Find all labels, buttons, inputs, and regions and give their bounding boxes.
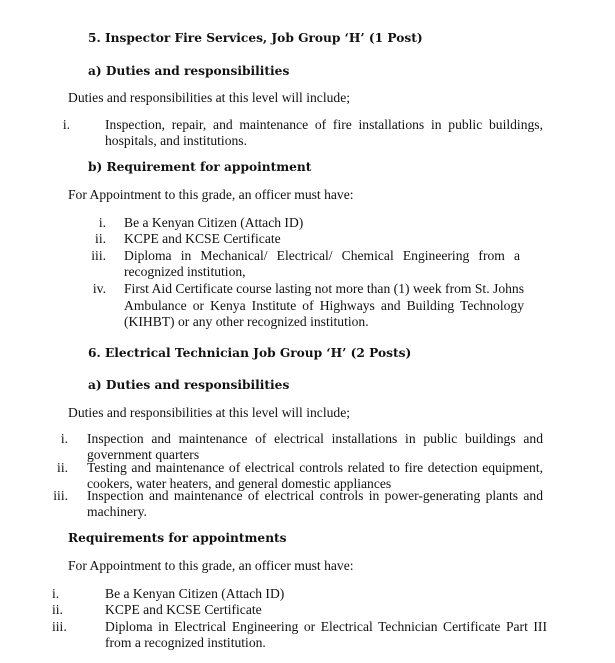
section-5-requirements-heading: b) Requirement for appointment <box>88 160 312 174</box>
section-5-requirement-marker: ii. <box>95 231 106 246</box>
section-6-title: 6. Electrical Technician Job Group ‘H’ (2 Posts) <box>88 346 412 360</box>
section-6-duty-item: Inspection and maintenance of electrical controls in power-generating plants and machinery. <box>87 488 543 519</box>
section-6-requirement-item: Be a Kenyan Citizen (Attach ID) <box>105 586 285 601</box>
section-5-duty-marker: i. <box>62 117 70 132</box>
section-6-requirement-marker: iii. <box>52 619 67 634</box>
section-5-requirement-marker: iv. <box>92 281 106 296</box>
section-6-duty-item: Inspection and maintenance of electrical installations in public buildings and government quarters <box>87 431 543 462</box>
section-5-requirement-marker: iii. <box>91 248 106 263</box>
section-6-duty-item: Testing and maintenance of electrical controls related to fire detection equipment, cookers, water heaters, and general domestic appliances <box>87 460 543 491</box>
section-5-requirements-intro: For Appointment to this grade, an officer must have: <box>68 187 354 202</box>
section-6-duties-heading: a) Duties and responsibilities <box>88 378 290 392</box>
section-5-requirement-item: First Aid Certificate course lasting not more than (1) week from St. Johns Ambulance or Kenya Institute of Highways and Building Technology (KIHBT) or any other recognized institution. <box>124 281 524 329</box>
section-6-requirement-item: Diploma in Electrical Engineering or Electrical Technician Certificate Part III from a recognized institution. <box>105 619 547 650</box>
section-6-requirement-item: KCPE and KCSE Certificate <box>105 602 262 617</box>
section-5-requirement-item: Diploma in Mechanical/ Electrical/ Chemical Engineering from a recognized institution, <box>124 248 520 279</box>
section-6-requirement-marker: ii. <box>52 602 63 617</box>
section-6-duty-marker: iii. <box>53 488 68 503</box>
section-5-title: 5. Inspector Fire Services, Job Group ‘H’ (1 Post) <box>88 31 423 45</box>
section-6-requirement-marker: i. <box>52 586 60 601</box>
section-6-duties-intro: Duties and responsibilities at this level will include; <box>68 405 351 420</box>
section-6-duty-marker: ii. <box>57 460 68 475</box>
section-6-requirements-heading: Requirements for appointments <box>68 531 287 545</box>
section-5-requirement-item: KCPE and KCSE Certificate <box>124 231 281 246</box>
section-5-duties-heading: a) Duties and responsibilities <box>88 64 290 78</box>
section-5-duties-intro: Duties and responsibilities at this level will include; <box>68 90 351 105</box>
section-5-duty-item: Inspection, repair, and maintenance of fire installations in public buildings, hospitals, and institutions. <box>105 117 543 148</box>
section-6-duty-marker: i. <box>60 431 68 446</box>
section-6-requirements-intro: For Appointment to this grade, an officer must have: <box>68 558 354 573</box>
section-5-requirement-item: Be a Kenyan Citizen (Attach ID) <box>124 215 304 230</box>
section-5-requirement-marker: i. <box>98 215 106 230</box>
